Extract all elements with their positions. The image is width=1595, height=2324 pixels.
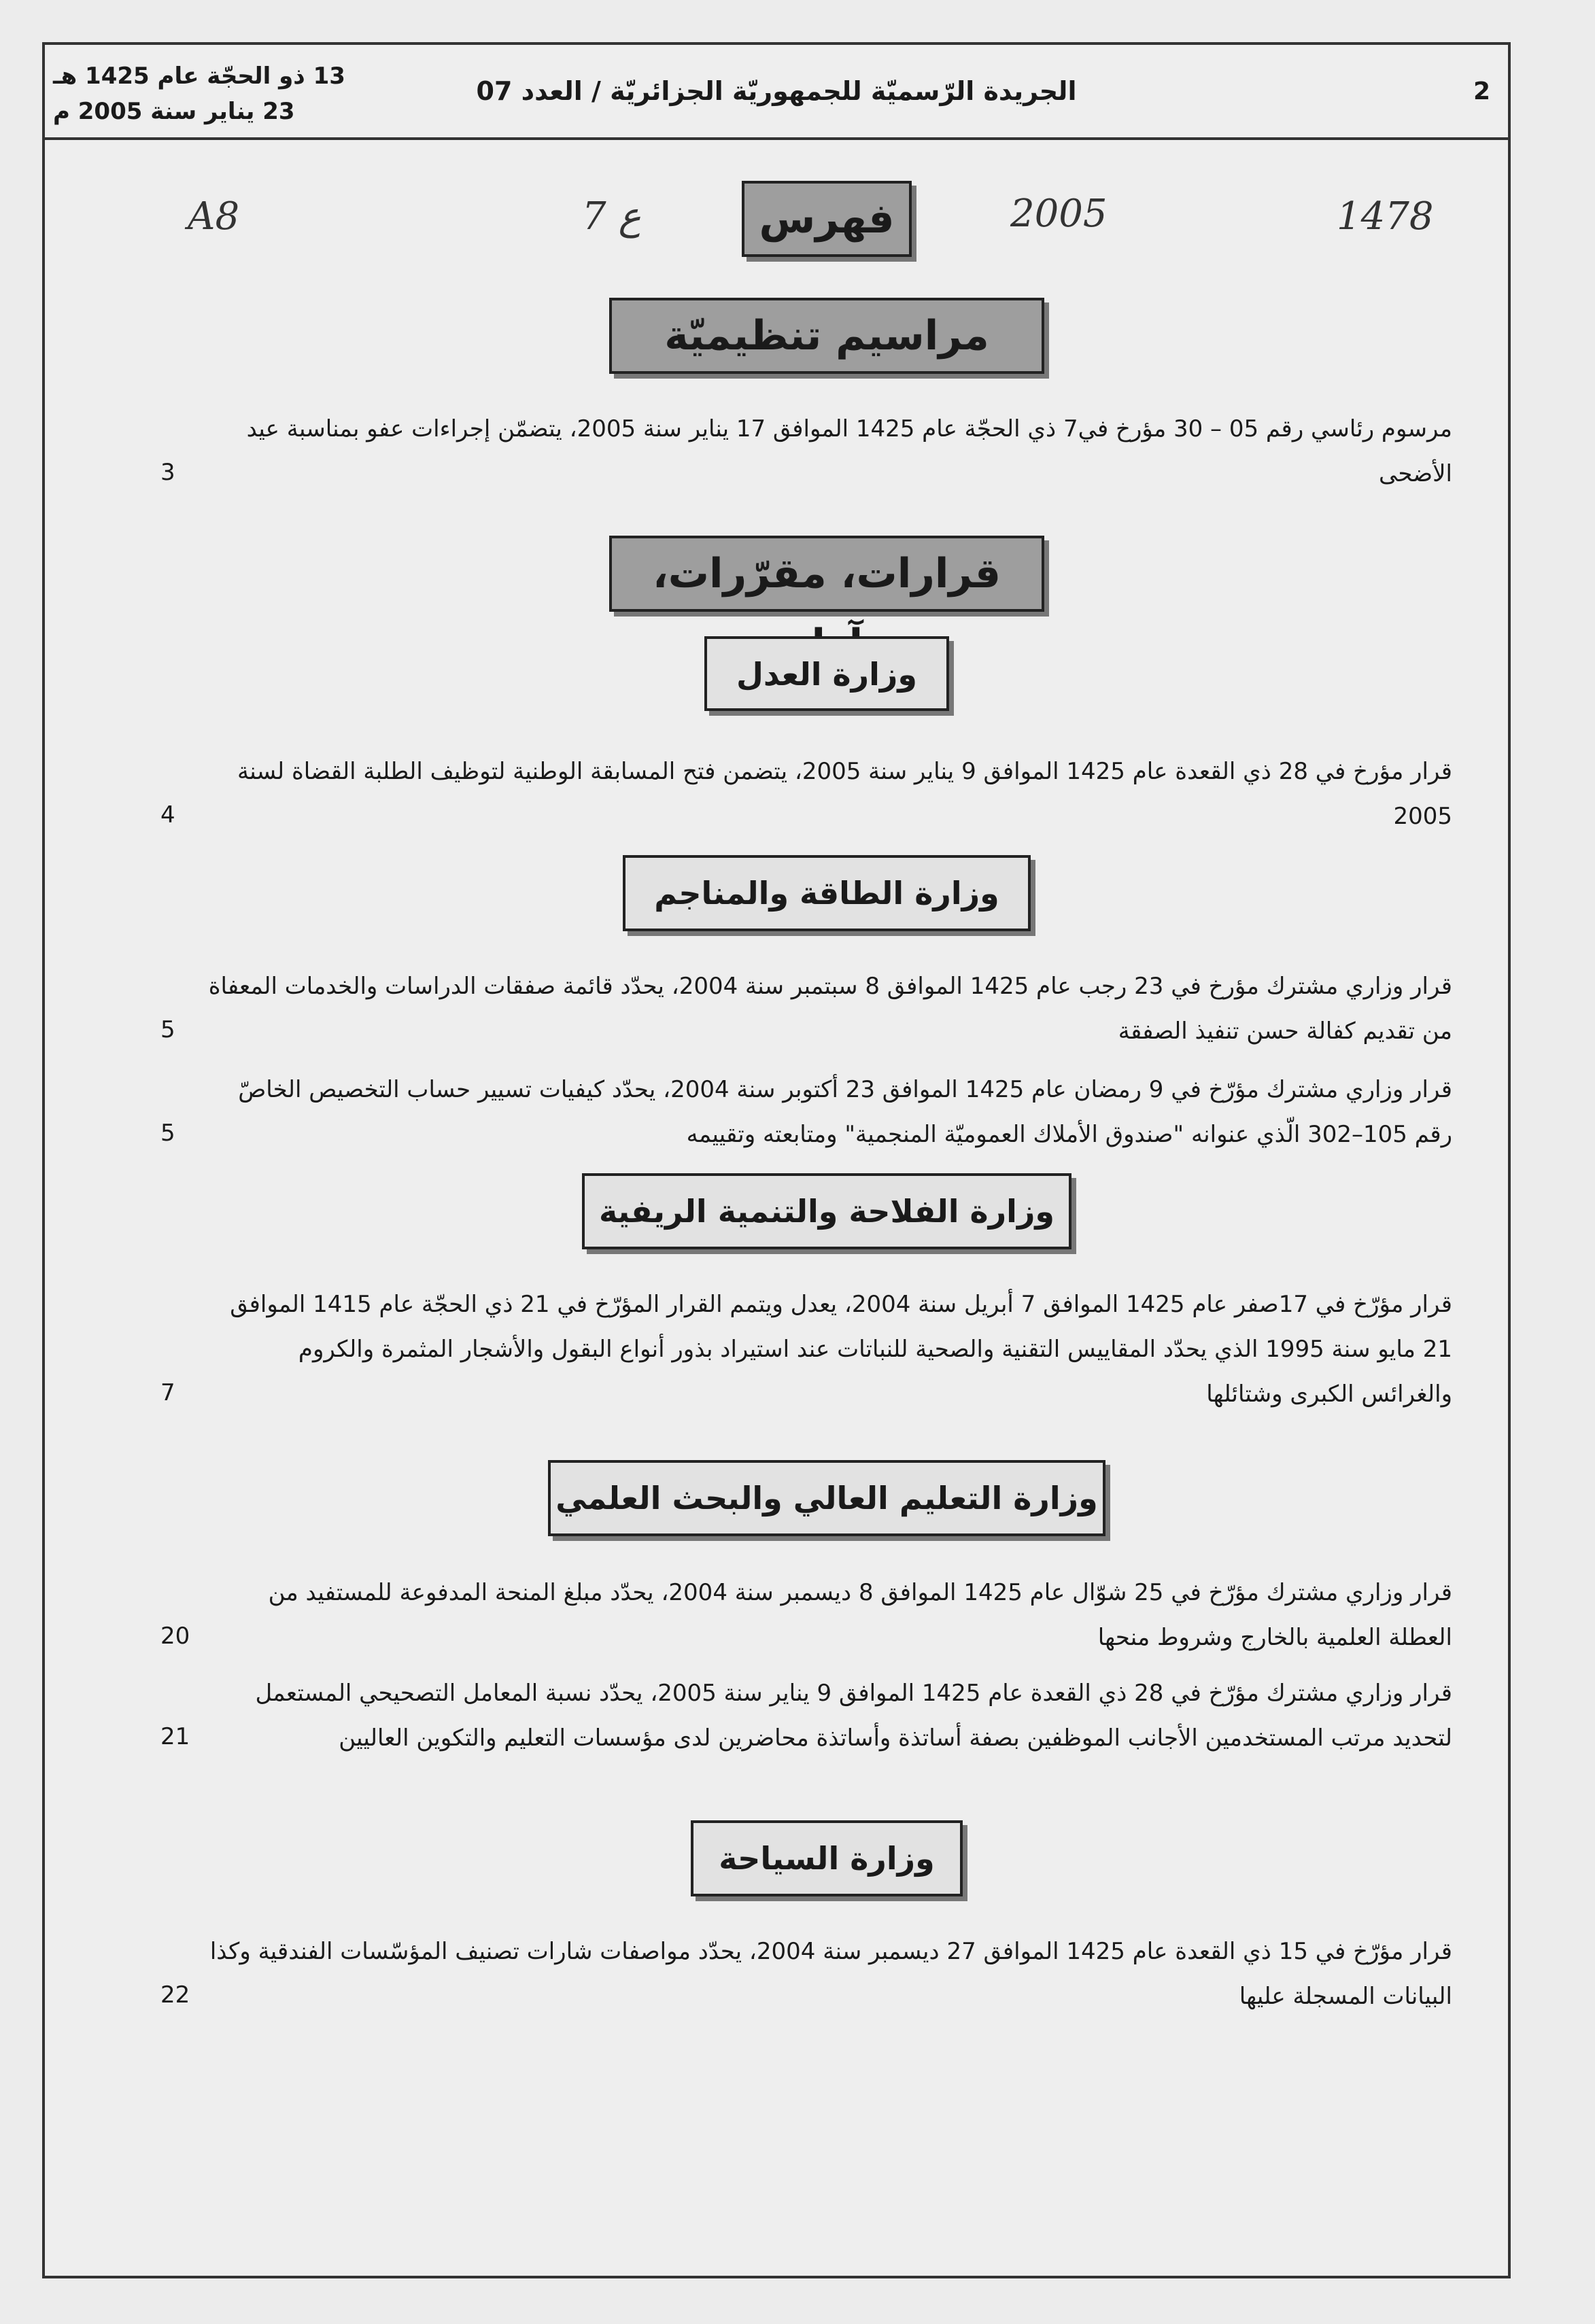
entry-page: 22 xyxy=(160,1981,190,2009)
toc-entry[interactable] xyxy=(160,1929,1452,2019)
entry-page: 21 xyxy=(160,1723,190,1750)
section-decrees: مراسيم تنظيميّة xyxy=(609,298,1044,374)
entry-page: 7 xyxy=(160,1379,175,1406)
ministry-agriculture: وزارة الفلاحة والتنمية الريفية xyxy=(582,1173,1071,1249)
entry-page: 3 xyxy=(160,459,175,486)
entry-page: 20 xyxy=(160,1623,190,1650)
index-title: فهرس xyxy=(742,181,912,257)
toc-entry[interactable] xyxy=(160,1570,1452,1660)
entry-page: 5 xyxy=(160,1016,175,1043)
ministry-higher-education: وزارة التعليم العالي والبحث العلمي xyxy=(548,1460,1105,1536)
section-decisions: قرارات، مقرّرات، xyxy=(609,536,1044,612)
ministry-tourism: وزارة السياحة xyxy=(691,1820,963,1896)
entry-page: 4 xyxy=(160,801,175,829)
entry-text: قرار مؤرخ في 28 ذي القعدة عام 1425 الموافق 9 يناير سنة 2005، يتضمن فتح المسابقة الوطنية لتوظيف الطلبة القضاة لسنة 2005 xyxy=(237,758,1452,830)
journal-title: الجريدة الرّسميّة للجمهوريّة الجزائريّة / العدد 07 xyxy=(476,76,1077,106)
toc-entry[interactable] xyxy=(160,964,1452,1054)
entry-page: 5 xyxy=(160,1120,175,1147)
entry-text: قرار وزاري مشترك مؤرّخ في 9 رمضان عام 1425 الموافق 23 أكتوبر سنة 2004، يحدّد كيفيات تسيير حساب التخصيص الخاصّ رقم 105–302 الّذي عنوانه "صندوق الأملاك العموميّة المنجمية" ومتابعته وتقييمه xyxy=(238,1076,1452,1148)
toc-entry[interactable] xyxy=(160,406,1452,496)
entry-text: قرار مؤرّخ في 15 ذي القعدة عام 1425 الموافق 27 ديسمبر سنة 2004، يحدّد مواصفات شارات تصنيف المؤسّسات الفندقية وكذا البيانات المسجلة عليها xyxy=(209,1938,1452,2010)
toc-entry[interactable] xyxy=(160,1671,1452,1761)
toc-entry[interactable] xyxy=(160,1282,1452,1417)
handwritten-note-mid2: 2005 xyxy=(1010,192,1108,236)
handwritten-note-mid1: 7 ع xyxy=(582,194,641,239)
date-hijri: 13 ذو الحجّة عام 1425 هـ xyxy=(53,63,345,90)
page-number: 2 xyxy=(1473,77,1490,105)
toc-entry[interactable] xyxy=(160,749,1452,839)
date-gregorian: 23 يناير سنة 2005 م xyxy=(53,98,295,125)
header-dates xyxy=(53,58,345,129)
handwritten-note-left: A8 xyxy=(188,194,240,239)
ministry-energy: وزارة الطاقة والمناجم xyxy=(623,855,1031,931)
entry-text: قرار وزاري مشترك مؤرّخ في 28 ذي القعدة عام 1425 الموافق 9 يناير سنة 2005، يحدّد نسبة المعامل التصحيحي المستعمل لتحديد مرتب المستخدمين الأجانب الموظفين بصفة أساتذة وأساتذة محاضرين لدى مؤسسات التعليم والتكوين العاليين xyxy=(255,1680,1452,1752)
entry-text: قرار مؤرّخ في 17صفر عام 1425 الموافق 7 أبريل سنة 2004، يعدل ويتمم القرار المؤرّخ في 21 ذي الحجّة عام 1415 الموافق 21 مايو سنة 1995 الذي يحدّد المقاييس التقنية والصحية للنباتات عند استيراد بذور أنواع البقول والأشجار المثمرة والكروم والغرائس الكبرى وشتائلها xyxy=(230,1291,1452,1408)
page-header xyxy=(45,45,1508,140)
handwritten-note-right: 1478 xyxy=(1337,194,1434,239)
toc-entry[interactable] xyxy=(160,1067,1452,1157)
entry-text: مرسوم رئاسي رقم 05 – 30 مؤرخ في7 ذي الحجّة عام 1425 الموافق 17 يناير سنة 2005، يتضمّن إجراءات عفو بمناسبة عيد الأضحى xyxy=(246,415,1452,487)
page-frame xyxy=(42,42,1511,2278)
ministry-justice: وزارة العدل xyxy=(704,636,949,711)
entry-text: قرار وزاري مشترك مؤرّخ في 25 شوّال عام 1425 الموافق 8 ديسمبر سنة 2004، يحدّد مبلغ المنحة المدفوعة للمستفيد من العطلة العلمية بالخارج وشروط منحها xyxy=(268,1579,1452,1651)
entry-text: قرار وزاري مشترك مؤرخ في 23 رجب عام 1425 الموافق 8 سبتمبر سنة 2004، يحدّد قائمة صفقات الدراسات والخدمات المعفاة من تقديم كفالة حسن تنفيذ الصفقة xyxy=(208,973,1452,1045)
